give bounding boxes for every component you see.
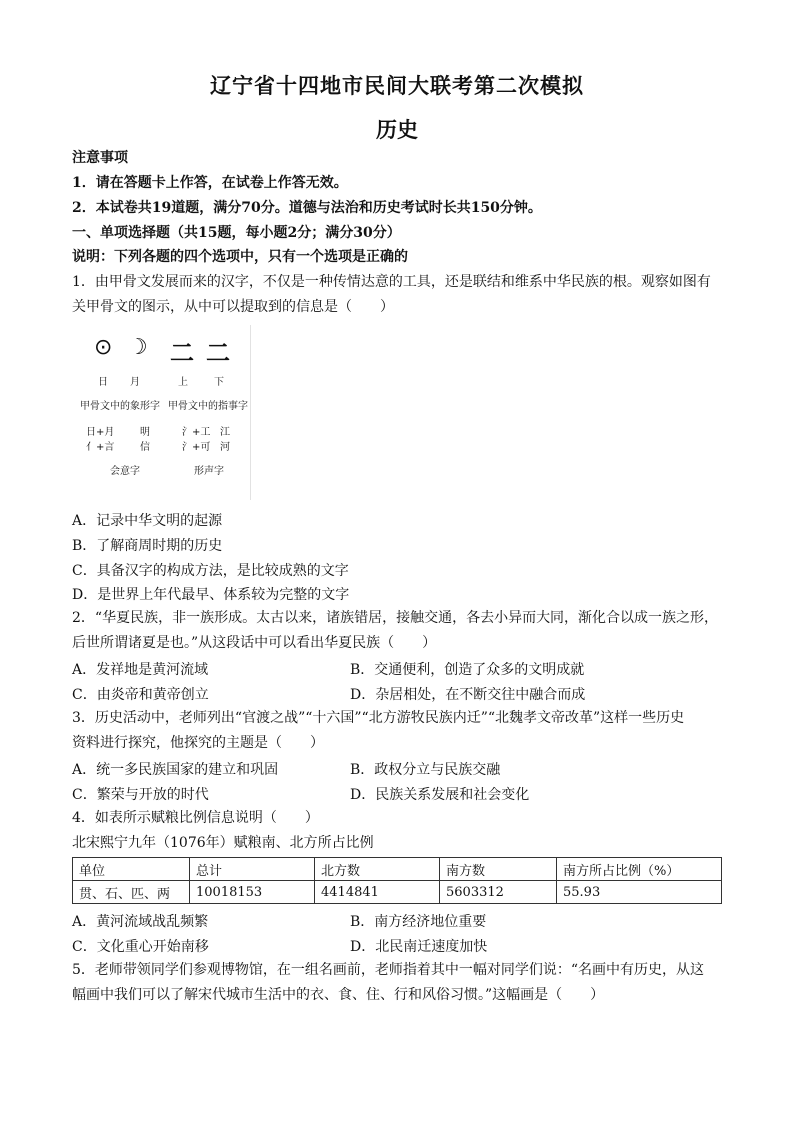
ri-glyph: ⊙: [94, 335, 113, 360]
table-header-cell: 单位: [73, 858, 190, 881]
table-header-cell: 总计: [190, 858, 315, 881]
compound-4-result: 河: [220, 442, 230, 453]
q4-table-caption: 北宋熙宁九年（1076年）赋粮南、北方所占比例: [72, 835, 374, 851]
yue-glyph: ☽: [128, 335, 148, 360]
q2-option-d: D．杂居相处，在不断交往中融合而成: [350, 687, 586, 703]
compound-3: 氵+工: [182, 427, 211, 438]
table-cell: 贯、石、匹、两: [73, 881, 190, 904]
note-1: 1．请在答题卡上作答，在试卷上作答无效。: [72, 175, 348, 191]
q1-option-b: B．了解商周时期的历史: [72, 538, 223, 554]
compound-2-result: 信: [140, 442, 150, 453]
q2-stem-line2: 后世所谓诸夏是也。”从这段话中可以看出华夏民族（ ）: [72, 635, 437, 651]
oracle-bone-figure: [78, 325, 251, 500]
q4-option-c: C．文化重心开始南移: [72, 939, 209, 955]
table-header-cell: 南方数: [440, 858, 557, 881]
xia-glyph: 二: [206, 339, 230, 367]
zhishi-label: 甲骨文中的指事字: [168, 401, 248, 412]
table-header-row: [73, 858, 722, 881]
xiangxing-label: 甲骨文中的象形字: [80, 401, 160, 412]
exam-title: 辽宁省十四地市民间大联考第二次模拟: [210, 73, 584, 98]
q3-option-b: B．政权分立与民族交融: [350, 762, 501, 778]
table-row: [73, 881, 722, 904]
q5-stem-line2: 幅画中我们可以了解宋代城市生活中的衣、食、住、行和风俗习惯。”这幅画是（ ）: [72, 987, 605, 1003]
yue-label: 月: [130, 377, 140, 388]
q4-option-d: D．北民南迁速度加快: [350, 939, 488, 955]
section-heading: 一、单项选择题（共15题，每小题2分；满分30分）: [72, 225, 401, 241]
section-instruction: 说明：下列各题的四个选项中，只有一个选项是正确的: [72, 249, 408, 265]
table-cell: 4414841: [315, 881, 440, 904]
note-2: 2．本试卷共19道题，满分70分。道德与法治和历史考试时长共150分钟。: [72, 200, 542, 216]
compound-2: 亻+言: [86, 442, 115, 453]
subject-title: 历史: [376, 117, 418, 142]
q5-stem-line1: 5．老师带领同学们参观博物馆，在一组名画前，老师指着其中一幅对同学们说：“名画中有历史，从这: [72, 962, 705, 978]
q4-option-a: A．黄河流域战乱频繁: [72, 914, 209, 930]
q3-stem-line2: 资料进行探究，他探究的主题是（ ）: [72, 735, 324, 751]
q3-option-a: A．统一多民族国家的建立和巩固: [72, 762, 279, 778]
q2-stem-line1: 2．“华夏民族，非一族形成。太古以来，诸族错居，接触交通，各去小异而大同，渐化合以成一族之形，: [72, 610, 719, 626]
q1-stem-line1: 1．由甲骨文发展而来的汉字，不仅是一种传情达意的工具，还是联结和维系中华民族的根。观察如图有: [72, 274, 711, 290]
table-header-cell: 南方所占比例（%）: [557, 858, 722, 881]
table-cell: 5603312: [440, 881, 557, 904]
table-cell: 55.93: [557, 881, 722, 904]
q1-stem-line2: 关甲骨文的图示，从中可以提取到的信息是（ ）: [72, 299, 394, 315]
compound-1-result: 明: [140, 427, 150, 438]
q3-option-d: D．民族关系发展和社会变化: [350, 787, 530, 803]
q2-option-a: A．发祥地是黄河流域: [72, 662, 209, 678]
xia-label: 下: [214, 377, 224, 388]
compound-4: 氵+可: [182, 442, 211, 453]
q1-option-c: C．具备汉字的构成方法，是比较成熟的文字: [72, 563, 349, 579]
table-header-cell: 北方数: [315, 858, 440, 881]
q3-option-c: C．繁荣与开放的时代: [72, 787, 209, 803]
shang-label: 上: [178, 377, 188, 388]
q2-option-c: C．由炎帝和黄帝创立: [72, 687, 209, 703]
q1-option-a: A．记录中华文明的起源: [72, 513, 223, 529]
xingsheng-label: 形声字: [194, 466, 224, 477]
compound-1: 日+月: [86, 427, 115, 438]
table-cell: 10018153: [190, 881, 315, 904]
huiyi-label: 会意字: [110, 466, 140, 477]
q4-stem: 4．如表所示赋粮比例信息说明（ ）: [72, 810, 319, 826]
q3-stem-line1: 3．历史活动中，老师列出“官渡之战”“十六国”“北方游牧民族内迁”“北魏孝文帝改革”这样一些历史: [72, 710, 685, 726]
q2-option-b: B．交通便利，创造了众多的文明成就: [350, 662, 585, 678]
ri-label: 日: [98, 377, 108, 388]
q4-option-b: B．南方经济地位重要: [350, 914, 487, 930]
grain-tax-table: [72, 857, 722, 904]
notes-heading: 注意事项: [72, 150, 128, 166]
q1-option-d: D．是世界上年代最早、体系较为完整的文字: [72, 587, 350, 603]
compound-3-result: 江: [220, 427, 230, 438]
shang-glyph: 二: [170, 339, 194, 367]
